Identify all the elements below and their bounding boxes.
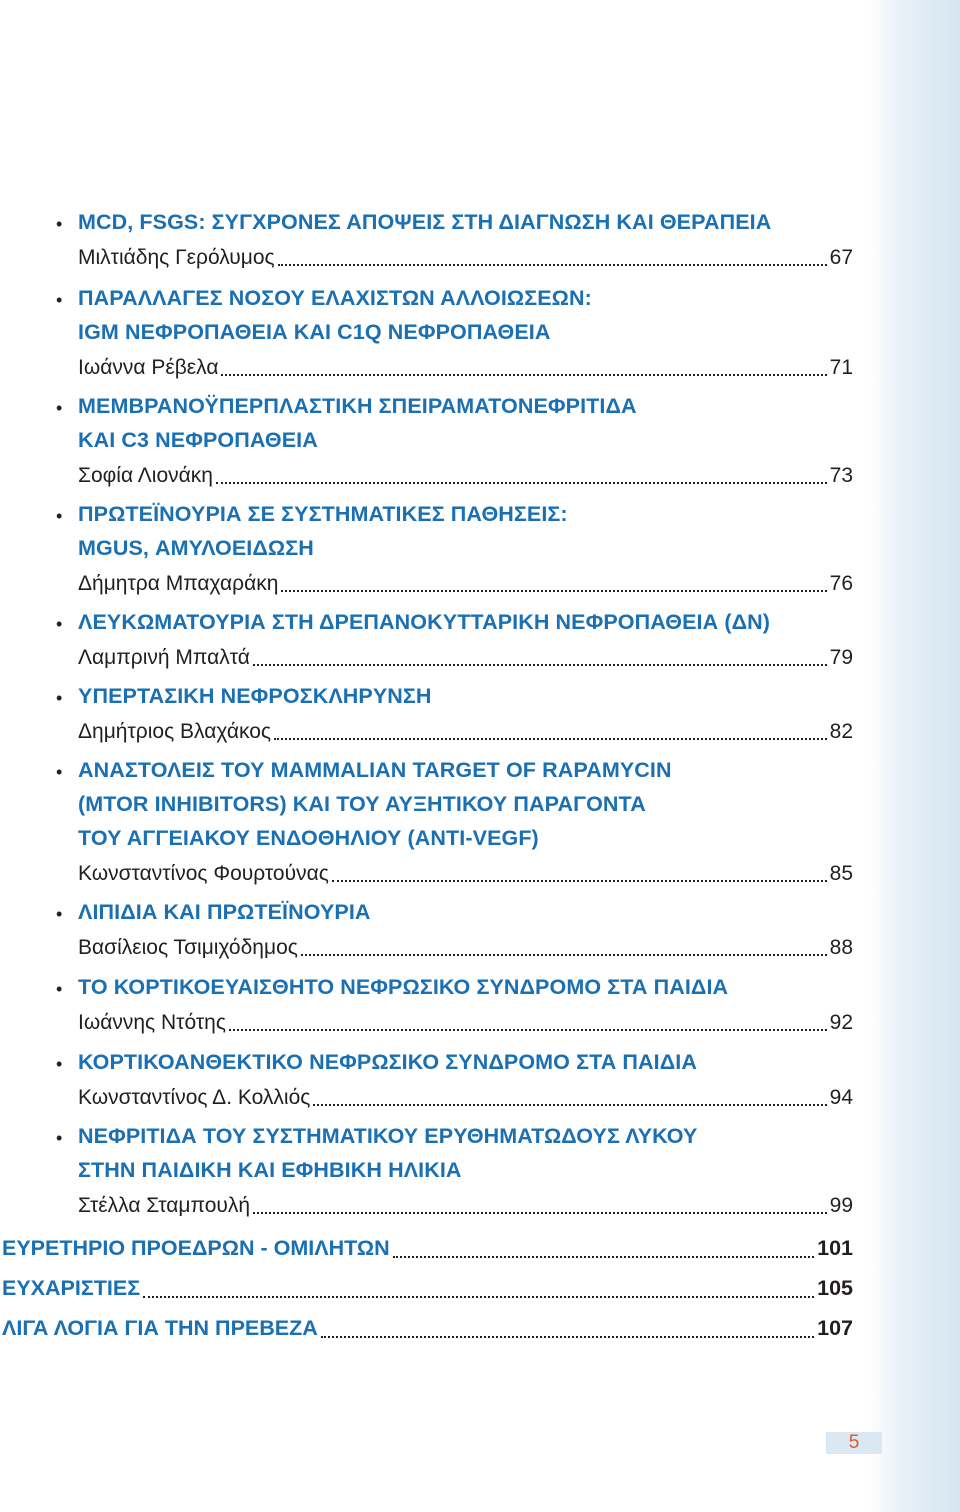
author-name: Κωνσταντίνος Δ. Κολλιός (78, 1086, 311, 1109)
entry-title: MCD, FSGS: ΣΥΓΧΡΟΝΕΣ ΑΠΟΨΕΙΣ ΣΤΗ ΔΙΑΓΝΩΣΗ ΚΑΙ ΘΕΡΑΠΕΙΑ (78, 210, 772, 234)
section-title: ΕΥΧΑΡΙΣΤΙΕΣ (2, 1276, 141, 1300)
bullet-icon: • (56, 688, 63, 708)
dot-leader (393, 1236, 815, 1258)
dot-leader (278, 246, 827, 266)
entry-title: ΣΤΗΝ ΠΑΙΔΙΚΗ ΚΑΙ ΕΦΗΒΙΚΗ ΗΛΙΚΙΑ (78, 1158, 462, 1182)
entry-page-number: 71 (829, 356, 853, 379)
entry-title: IGM ΝΕΦΡΟΠΑΘΕΙΑ ΚΑΙ C1Q ΝΕΦΡΟΠΑΘΕΙΑ (78, 320, 551, 344)
toc-section (2, 1276, 853, 1304)
author-name: Μιλτιάδης Γερόλυμος (78, 246, 275, 269)
entry-author-line (78, 246, 853, 272)
entry-author-line (78, 1194, 853, 1220)
section-page-number: 105 (817, 1276, 853, 1300)
bullet-icon: • (56, 614, 63, 634)
entry-author-line (78, 862, 853, 888)
entry-title: ΛΙΠΙΔΙΑ ΚΑΙ ΠΡΩΤΕΪΝΟΥΡΙΑ (78, 900, 371, 924)
entry-page-number: 67 (829, 246, 853, 269)
bullet-icon: • (56, 979, 63, 999)
author-name: Ιωάννης Ντότης (78, 1011, 226, 1034)
decorative-side-band (870, 0, 960, 1512)
dot-leader (253, 1194, 827, 1214)
entry-page-number: 85 (829, 862, 853, 885)
section-title: ΕΥΡΕΤΗΡΙΟ ΠΡΟΕΔΡΩΝ - ΟΜΙΛΗΤΩΝ (2, 1236, 390, 1260)
entry-title: ΠΑΡΑΛΛΑΓΕΣ ΝΟΣΟΥ ΕΛΑΧΙΣΤΩΝ ΑΛΛΟΙΩΣΕΩΝ: (78, 286, 592, 310)
entry-title: (MTOR INHIBITORS) ΚΑΙ ΤΟΥ ΑΥΞΗΤΙΚΟΥ ΠΑΡΑΓΟΝΤΑ (78, 792, 646, 816)
entry-title: ΥΠΕΡΤΑΣΙΚΗ ΝΕΦΡΟΣΚΛΗΡΥΝΣΗ (78, 684, 432, 708)
entry-author-line (78, 720, 853, 746)
entry-page-number: 99 (829, 1194, 853, 1217)
entry-title: ΤΟ ΚΟΡΤΙΚΟΕΥΑΙΣΘΗΤΟ ΝΕΦΡΩΣΙΚΟ ΣΥΝΔΡΟΜΟ ΣΤΑ ΠΑΙΔΙΑ (78, 975, 729, 999)
section-page-number: 101 (817, 1236, 853, 1260)
entry-author-line (78, 1086, 853, 1112)
author-name: Βασίλειος Τσιμιχόδημος (78, 936, 298, 959)
entry-title: ΠΡΩΤΕΪΝΟΥΡΙΑ ΣΕ ΣΥΣΤΗΜΑΤΙΚΕΣ ΠΑΘΗΣΕΙΣ: (78, 502, 568, 526)
dot-leader (281, 572, 826, 592)
toc-section (2, 1236, 853, 1264)
toc-section (2, 1316, 853, 1344)
entry-page-number: 94 (829, 1086, 853, 1109)
bullet-icon: • (56, 214, 63, 234)
entry-title: ΜΕΜΒΡΑΝΟΫΠΕΡΠΛΑΣΤΙΚΗ ΣΠΕΙΡΑΜΑΤΟΝΕΦΡΙΤΙΔΑ (78, 394, 637, 418)
author-name: Κωνσταντίνος Φουρτούνας (78, 862, 329, 885)
dot-leader (274, 720, 827, 740)
dot-leader (321, 1316, 814, 1338)
dot-leader (253, 646, 827, 666)
entry-author-line (78, 464, 853, 490)
author-name: Σοφία Λιονάκη (78, 464, 213, 487)
entry-title: ΚΟΡΤΙΚΟΑΝΘΕΚΤΙΚΟ ΝΕΦΡΩΣΙΚΟ ΣΥΝΔΡΟΜΟ ΣΤΑ ΠΑΙΔΙΑ (78, 1050, 697, 1074)
bullet-icon: • (56, 398, 63, 418)
entry-author-line (78, 1011, 853, 1037)
entry-page-number: 92 (829, 1011, 853, 1034)
dot-leader (301, 936, 827, 956)
bullet-icon: • (56, 762, 63, 782)
dot-leader (143, 1276, 814, 1298)
dot-leader (313, 1086, 826, 1106)
page-number: 5 (826, 1432, 882, 1454)
entry-author-line (78, 936, 853, 962)
entry-page-number: 73 (829, 464, 853, 487)
entry-title: ΑΝΑΣΤΟΛΕΙΣ ΤΟΥ MAMMALIAN TARGET OF RAPAMYCIN (78, 758, 672, 782)
entry-page-number: 76 (829, 572, 853, 595)
author-name: Ιωάννα Ρέβελα (78, 356, 219, 379)
author-name: Στέλλα Σταμπουλή (78, 1194, 251, 1217)
entry-title: ΚΑΙ C3 ΝΕΦΡΟΠΑΘΕΙΑ (78, 428, 318, 452)
entry-title: ΛΕΥΚΩΜΑΤΟΥΡΙΑ ΣΤΗ ΔΡΕΠΑΝΟΚΥΤΤΑΡΙΚΗ ΝΕΦΡΟΠΑΘΕΙΑ (ΔΝ) (78, 610, 771, 634)
entry-title: ΤΟΥ ΑΓΓΕΙΑΚΟΥ ΕΝΔΟΘΗΛΙΟΥ (ANTI-VEGF) (78, 826, 539, 850)
bullet-icon: • (56, 904, 63, 924)
entry-title: MGUS, ΑΜΥΛΟΕΙΔΩΣΗ (78, 536, 314, 560)
author-name: Δημήτριος Βλαχάκος (78, 720, 271, 743)
bullet-icon: • (56, 1054, 63, 1074)
entry-page-number: 88 (829, 936, 853, 959)
dot-leader (332, 862, 827, 882)
entry-author-line (78, 572, 853, 598)
section-title: ΛΙΓΑ ΛΟΓΙΑ ΓΙΑ ΤΗΝ ΠΡΕΒΕΖΑ (2, 1316, 318, 1340)
dot-leader (229, 1011, 827, 1031)
entry-author-line (78, 646, 853, 672)
author-name: Λαμπρινή Μπαλτά (78, 646, 250, 669)
entry-page-number: 79 (829, 646, 853, 669)
bullet-icon: • (56, 290, 63, 310)
entry-page-number: 82 (829, 720, 853, 743)
author-name: Δήμητρα Μπαχαράκη (78, 572, 279, 595)
entry-author-line (78, 356, 853, 382)
bullet-icon: • (56, 1128, 63, 1148)
section-page-number: 107 (817, 1316, 853, 1340)
dot-leader (216, 464, 827, 484)
entry-title: ΝΕΦΡΙΤΙΔΑ ΤΟΥ ΣΥΣΤΗΜΑΤΙΚΟΥ ΕΡΥΘΗΜΑΤΩΔΟΥΣ ΛΥΚΟΥ (78, 1124, 698, 1148)
bullet-icon: • (56, 506, 63, 526)
dot-leader (221, 356, 826, 376)
